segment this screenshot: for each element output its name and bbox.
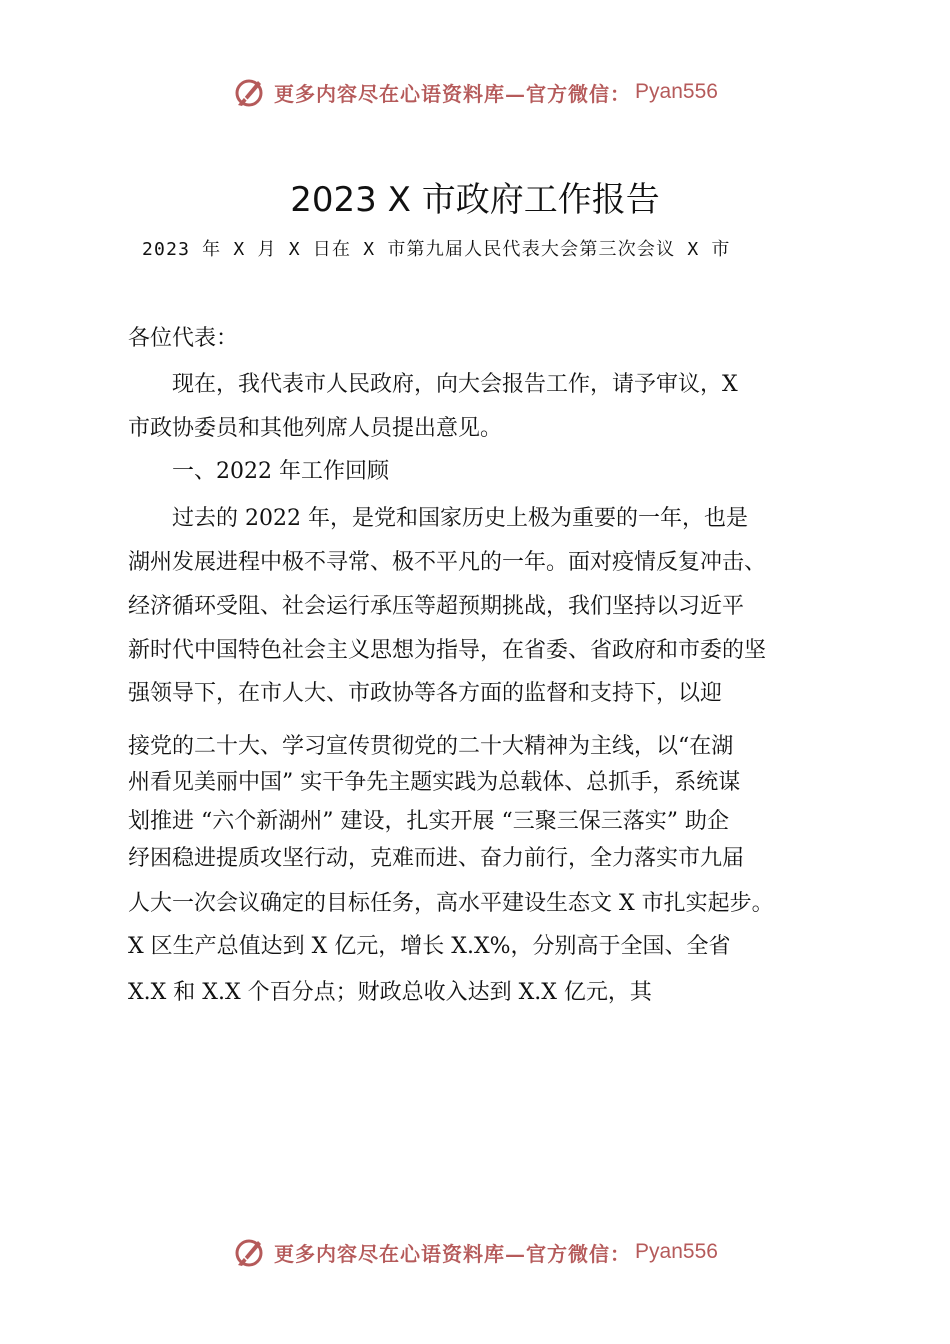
watermark-wechat-id: Pyan556 <box>635 80 718 103</box>
body-line: 湖州发展进程中极不寻常、极不平凡的一年。面对疫情反复冲击、 <box>128 550 767 575</box>
body-line: 纾困稳进提质攻坚行动，克难而进、奋力前行，全力落实市九届 <box>128 846 745 871</box>
body-line: 接党的二十大、学习宣传贯彻党的二十大精神为主线，以“在湖 <box>128 734 734 759</box>
body-line: 各位代表： <box>128 326 239 351</box>
header-watermark <box>0 72 950 112</box>
document-title: 2023 X 市政府工作报告 <box>290 180 660 220</box>
body-line: X 区生产总值达到 X 亿元，增长 X.X%，分别高于全国、全省 <box>128 934 731 959</box>
body-line: 市政协委员和其他列席人员提出意见。 <box>128 416 503 441</box>
body-line: 现在，我代表市人民政府，向大会报告工作，请予审议，X <box>128 372 738 397</box>
body-line: 新时代中国特色社会主义思想为指导，在省委、省政府和市委的坚 <box>128 638 767 663</box>
body-line: 经济循环受阻、社会运行承压等超预期挑战，我们坚持以习近平 <box>128 594 745 619</box>
body-line: 强领导下，在市人大、市政协等各方面的监督和支持下，以迎 <box>128 681 723 706</box>
body-line: 人大一次会议确定的目标任务，高水平建设生态文 X 市扎实起步。 <box>128 891 774 916</box>
body-line: 过去的 2022 年，是党和国家历史上极为重要的一年，也是 <box>128 506 748 531</box>
watermark-text: 更多内容尽在心语资料库—官方微信： <box>274 1241 632 1266</box>
body-line: 划推进 “六个新湖州” 建设，扎实开展 “三聚三保三落实” 助企 <box>128 809 729 834</box>
watermark-wechat-id: Pyan556 <box>635 1240 718 1263</box>
body-line: 州看见美丽中国” 实干争先主题实践为总载体、总抓手，系统谋 <box>128 770 741 795</box>
footer-watermark <box>0 1232 950 1272</box>
document-subtitle: 2023 年 X 月 X 日在 X 市第九届人民代表大会第三次会议 X 市 <box>142 239 731 260</box>
body-line: 一、2022 年工作回顾 <box>128 459 389 484</box>
quill-pen-logo-icon <box>232 1235 266 1269</box>
watermark-text: 更多内容尽在心语资料库—官方微信： <box>274 81 632 106</box>
quill-pen-logo-icon <box>232 75 266 109</box>
body-line: X.X 和 X.X 个百分点；财政总收入达到 X.X 亿元，其 <box>128 980 652 1005</box>
